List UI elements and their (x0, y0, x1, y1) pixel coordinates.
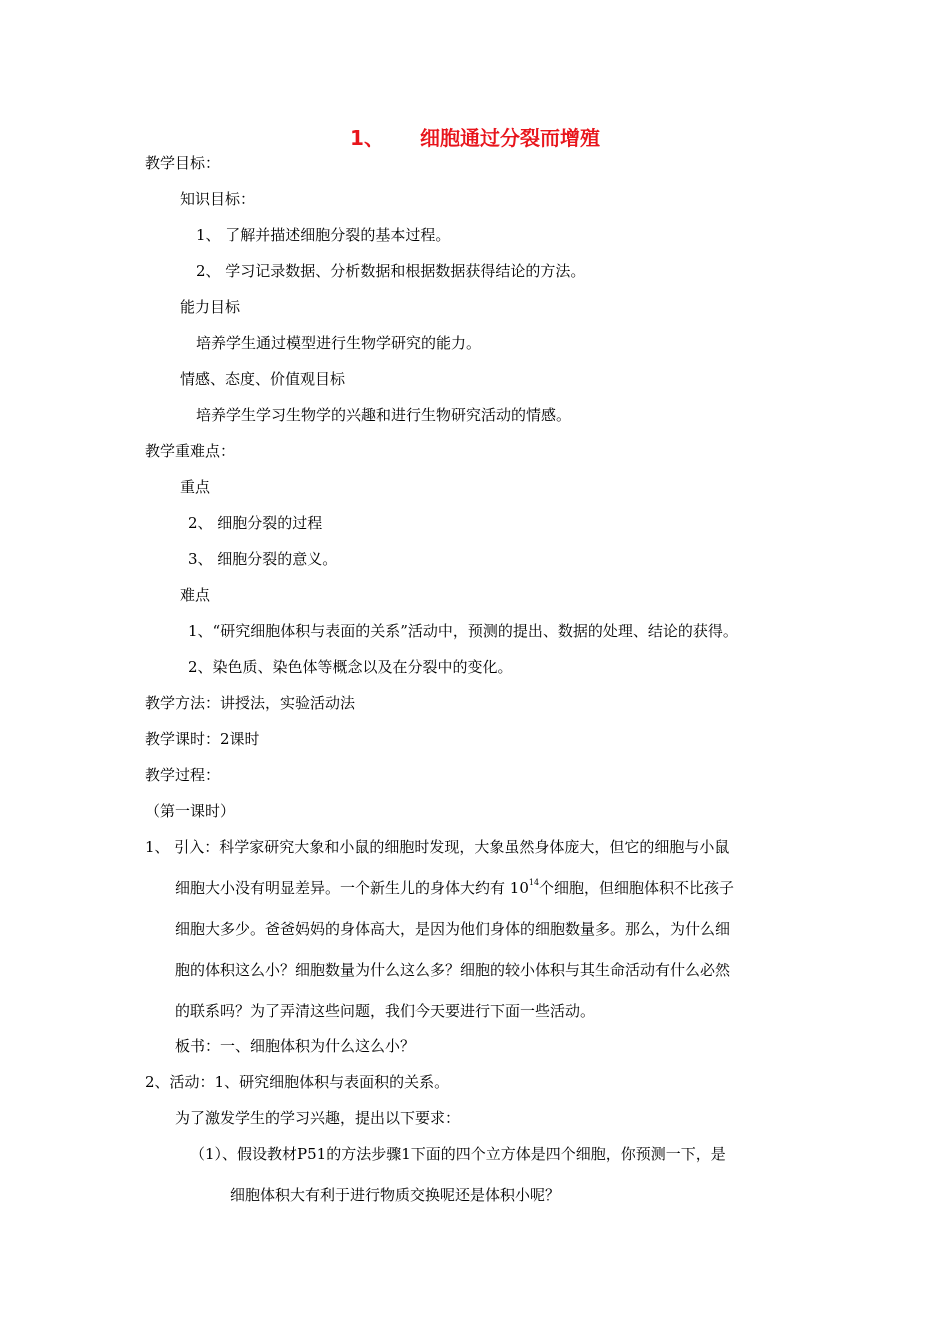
requirement-1-line-2: 细胞体积大有利于进行物质交换呢还是体积小呢？ (230, 1186, 561, 1204)
title-text: 细胞通过分裂而增殖 (419, 126, 600, 150)
blackboard-note: 板书：一、细胞体积为什么这么小？ (175, 1037, 416, 1055)
intro-paragraph-line-4: 胞的体积这么小？细胞数量为什么这么多？细胞的较小体积与其生命活动有什么必然 (175, 961, 731, 979)
teaching-methods: 教学方法：讲授法，实验活动法 (145, 694, 356, 712)
knowledge-objective-2: 2、 学习记录数据、分析数据和根据数据获得结论的方法。 (196, 262, 586, 280)
key-point-1: 2、 细胞分裂的过程 (188, 514, 323, 532)
ability-objective-text: 培养学生通过模型进行生物学研究的能力。 (196, 334, 482, 352)
key-point-2: 3、 细胞分裂的意义。 (188, 550, 338, 568)
knowledge-objective-1: 1、 了解并描述细胞分裂的基本过程。 (196, 226, 451, 244)
intro-paragraph-line-1: 1、 引入：科学家研究大象和小鼠的细胞时发现，大象虽然身体庞大，但它的细胞与小鼠 (145, 838, 730, 856)
document-title (0, 124, 950, 152)
intro-line-2-part-a: 细胞大小没有明显差异。一个新生儿的身体大约有 10 (175, 879, 529, 897)
heading-teaching-process: 教学过程： (145, 766, 221, 784)
emotion-objective-text: 培养学生学习生物学的兴趣和进行生物研究活动的情感。 (196, 406, 572, 424)
subheading-knowledge-objectives: 知识目标： (180, 190, 256, 208)
activity-requirement-intro: 为了激发学生的学习兴趣，提出以下要求： (175, 1109, 461, 1127)
teaching-hours: 教学课时：2课时 (145, 730, 260, 748)
subheading-ability-objectives: 能力目标 (180, 298, 241, 316)
subheading-emotion-objectives: 情感、态度、价值观目标 (180, 370, 346, 388)
intro-paragraph-line-3: 细胞大多少。爸爸妈妈的身体高大，是因为他们身体的细胞数量多。那么，为什么细 (175, 920, 731, 938)
intro-line-2-part-b: 个细胞，但细胞体积不比孩子 (539, 879, 735, 897)
title-number: 1、 (350, 126, 384, 150)
heading-teaching-objectives: 教学目标： (145, 154, 221, 172)
heading-key-difficult-points: 教学重难点： (145, 442, 236, 460)
subheading-key-points: 重点 (180, 478, 211, 496)
difficult-point-1: 1、“研究细胞体积与表面的关系”活动中，预测的提出、数据的处理、结论的获得。 (188, 622, 738, 640)
activity-heading: 2、活动：1、研究细胞体积与表面积的关系。 (145, 1073, 450, 1091)
subheading-difficult-points: 难点 (180, 586, 211, 604)
first-lesson-label: （第一课时） (145, 802, 236, 820)
exponent-superscript: 14 (528, 878, 540, 887)
requirement-1-line-1: （1）、假设教材P51的方法步骤1下面的四个立方体是四个细胞，你预测一下，是 (190, 1145, 726, 1163)
difficult-point-2: 2、染色质、染色体等概念以及在分裂中的变化。 (188, 658, 513, 676)
intro-paragraph-line-2 (175, 878, 734, 898)
intro-paragraph-line-5: 的联系吗？为了弄清这些问题，我们今天要进行下面一些活动。 (175, 1002, 596, 1020)
